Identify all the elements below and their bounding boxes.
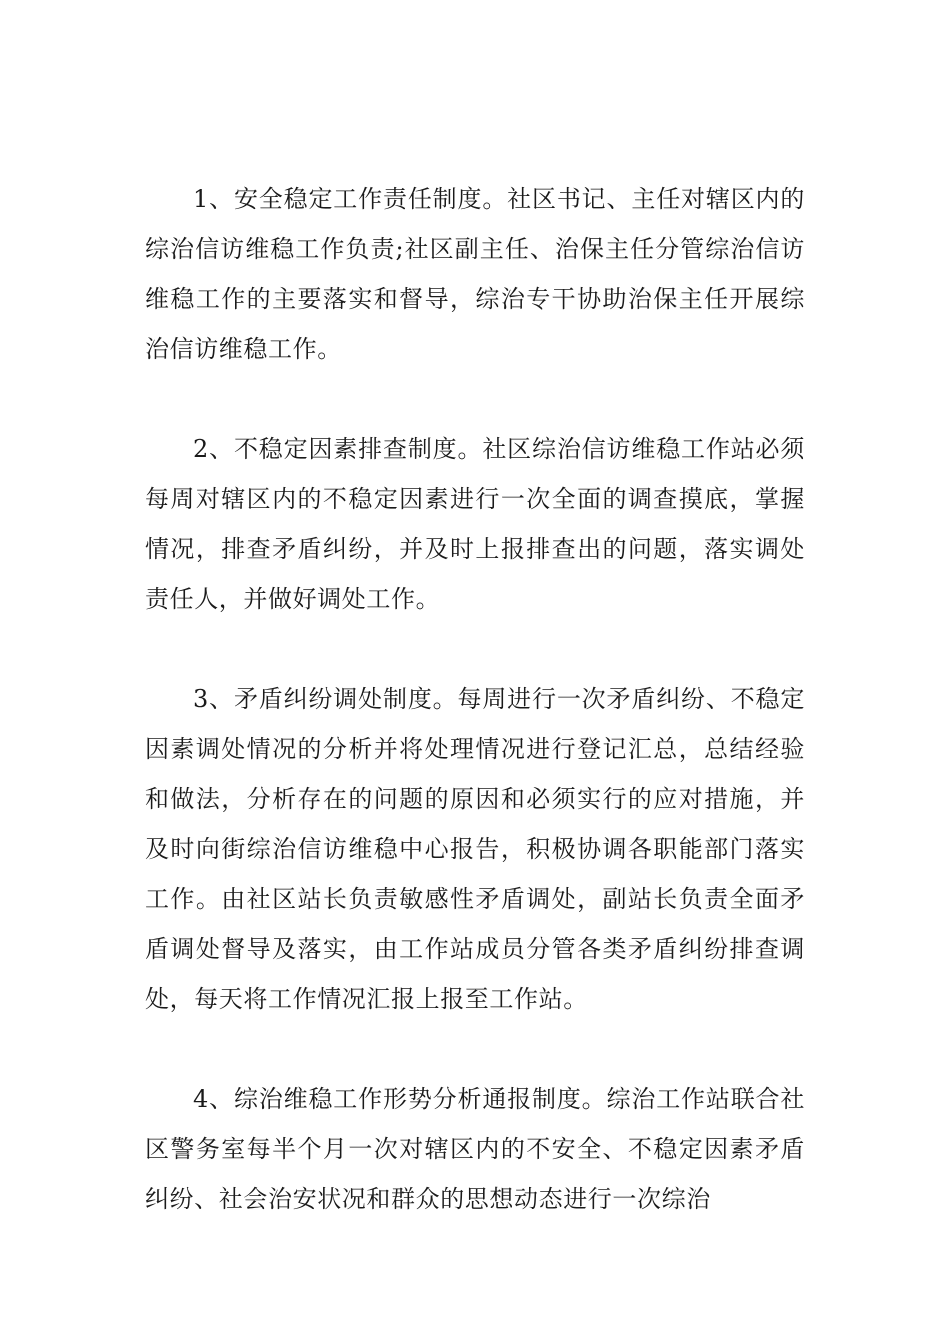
paragraph-3: 3、矛盾纠纷调处制度。每周进行一次矛盾纠纷、不稳定因素调处情况的分析并将处理情况进行登记汇总，总结经验和做法，分析存在的问题的原因和必须实行的应对措施，并及时向街综治信访维稳中心报告，积极协调各职能部门落实工作。由社区站长负责敏感性矛盾调处，副站长负责全面矛盾调处督导及落实，由工作站成员分管各类矛盾纠纷排查调处，每天将工作情况汇报上报至工作站。 xyxy=(145,685,805,1013)
document-body xyxy=(145,174,805,1274)
paragraph-4: 4、综治维稳工作形势分析通报制度。综治工作站联合社区警务室每半个月一次对辖区内的不安全、不稳定因素矛盾纠纷、社会治安状况和群众的思想动态进行一次综治 xyxy=(145,1085,805,1213)
paragraph-1: 1、安全稳定工作责任制度。社区书记、主任对辖区内的综治信访维稳工作负责;社区副主任、治保主任分管综治信访维稳工作的主要落实和督导，综治专干协助治保主任开展综治信访维稳工作。 xyxy=(145,185,805,363)
paragraph-2: 2、不稳定因素排查制度。社区综治信访维稳工作站必须每周对辖区内的不稳定因素进行一次全面的调查摸底，掌握情况，排查矛盾纠纷，并及时上报排查出的问题，落实调处责任人，并做好调处工作。 xyxy=(145,435,805,613)
